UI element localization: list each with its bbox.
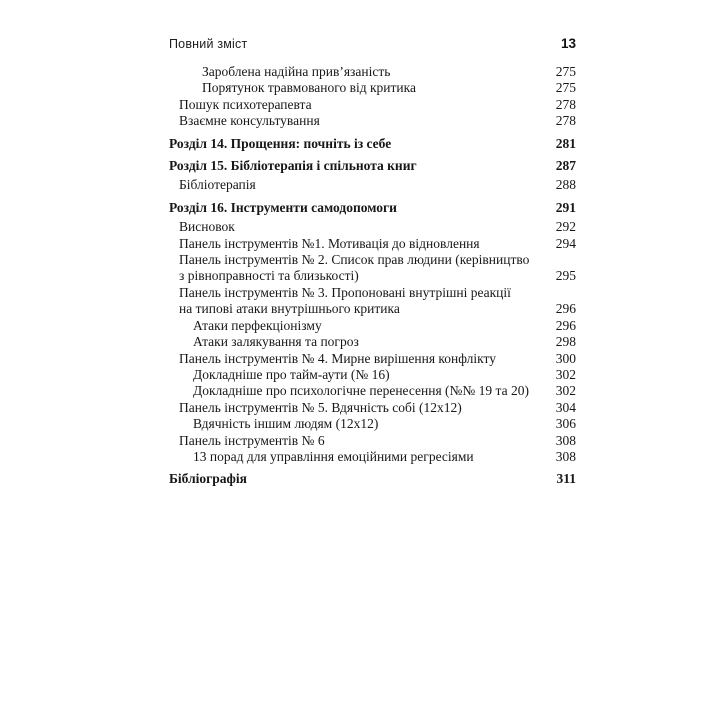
toc-entry-page-number: 294 [555,235,576,251]
toc-entry-page-number: 300 [555,350,576,366]
toc-entry-page-number: 278 [555,113,576,129]
toc-entry-title: Пошук психотерапевта [179,96,312,112]
toc-entry-title: Порятунок травмованого від критика [202,80,416,96]
toc-entry-page-number: 306 [555,416,576,432]
toc-chapter-row [169,136,576,152]
toc-entry-title: Атаки перфекціонізму [193,317,322,333]
toc-entry-title: 13 порад для управління емоційними регресіями [193,448,474,464]
toc-entry-page-number: 287 [555,158,576,174]
toc-entry-page-number: 296 [555,317,576,333]
running-header [169,36,576,51]
toc-entry-page-number: 288 [555,177,576,193]
toc-entry-title: Докладніше про психологічне перенесення (№№ 19 та 20) [193,383,529,399]
toc-entry-title: з рівноправності та близькості) [179,268,359,284]
toc-entry-page-number: 302 [555,366,576,382]
toc-entry-row [169,177,576,193]
toc-entry-title: на типові атаки внутрішнього критика [179,301,400,317]
toc-entry-page-number: 311 [556,471,576,487]
toc-entry-row [169,383,576,399]
toc-entry-row [169,367,576,383]
toc-entry-page-number: 295 [555,268,576,284]
toc-entry-title: Панель інструментів № 5. Вдячність собі (12x12) [179,399,462,415]
toc-entry-row [169,80,576,96]
toc-entry-page-number: 298 [555,334,576,350]
toc-entry-page-number: 308 [555,432,576,448]
toc-entry-title: Зароблена надійна прив’язаність [202,64,391,79]
toc-entry-title: Докладніше про тайм-аути (№ 16) [193,366,390,382]
table-of-contents [169,64,576,488]
toc-chapter-row [169,158,576,174]
toc-entry-row [169,268,576,284]
toc-entry-title: Бібліографія [169,471,247,487]
toc-entry-title: Панель інструментів № 3. Пропоновані внутрішні реакції [179,284,511,300]
toc-entry-row [169,64,576,80]
toc-entry-title: Панель інструментів № 6 [179,432,325,448]
page-number-folio: 13 [560,36,576,51]
toc-entry-page-number: 275 [555,80,576,96]
toc-entry-page-number: 296 [555,301,576,317]
toc-entry-row [169,449,576,465]
toc-entry-row [169,301,576,317]
toc-entry-page-number: 281 [555,135,576,151]
toc-entry-row [169,97,576,113]
toc-entry-page-number: 302 [555,383,576,399]
running-header-title: Повний зміст [169,37,248,51]
toc-entry-row [169,285,576,301]
toc-entry-row [169,113,576,129]
toc-chapter-row [169,200,576,216]
book-page [169,36,576,491]
toc-entry-title: Панель інструментів №1. Мотивація до відновлення [179,235,480,251]
toc-entry-row [169,334,576,350]
toc-entry-title: Вдячність іншим людям (12x12) [193,416,379,432]
toc-entry-row [169,236,576,252]
toc-entry-title: Розділ 15. Бібліотерапія і спільнота книг [169,158,417,174]
toc-entry-row [169,252,576,268]
toc-entry-row [169,351,576,367]
toc-entry-row [169,400,576,416]
toc-entry-page-number: 308 [555,448,576,464]
toc-entry-page-number: 278 [555,96,576,112]
toc-entry-title: Розділ 16. Інструменти самодопомоги [169,199,397,215]
toc-entry-title: Панель інструментів № 4. Мирне вирішення конфлікту [179,350,497,366]
toc-entry-title: Розділ 14. Прощення: почніть із себе [169,135,392,151]
toc-entry-title: Бібліотерапія [179,177,256,193]
toc-entry-page-number: 292 [555,219,576,235]
toc-entry-page-number: 275 [555,64,576,79]
toc-entry-page-number: 304 [555,399,576,415]
toc-entry-page-number: 291 [555,199,576,215]
toc-entry-title: Взаємне консультування [179,113,320,129]
toc-entry-title: Висновок [179,219,235,235]
toc-chapter-row [169,471,576,487]
toc-entry-title: Панель інструментів № 2. Список прав людини (керівництво [179,252,530,268]
toc-entry-row [169,416,576,432]
toc-entry-row [169,433,576,449]
toc-entry-row [169,318,576,334]
toc-entry-title: Атаки залякування та погроз [193,334,359,350]
toc-entry-row [169,219,576,235]
